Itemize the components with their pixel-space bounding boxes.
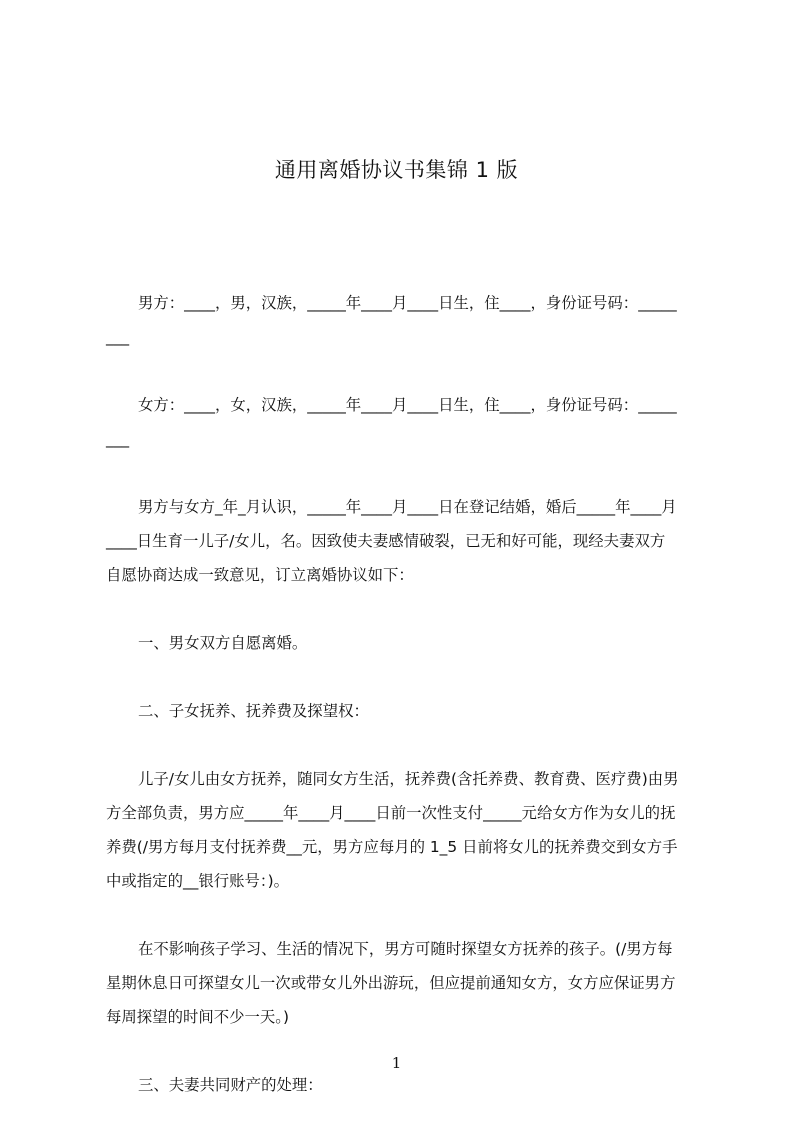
party-male-paragraph [106, 286, 706, 354]
visitation-line-2: 星期休息日可探望女儿一次或带女儿外出游玩，但应提前通知女方，女方应保证男方 [106, 974, 676, 992]
party-female-paragraph [106, 388, 706, 456]
section-two-heading [106, 694, 706, 728]
paragraph-gap [106, 728, 706, 762]
paragraph-gap [106, 592, 706, 626]
paragraph-gap [106, 354, 706, 388]
party-male-line-2: ___ [106, 328, 130, 346]
visitation-line-3: 每周探望的时间不少一天。) [106, 1008, 289, 1026]
intro-line-2: ____日生育一儿子/女儿，名。因致使夫妻感情破裂，已无和好可能，现经夫妻双方 [106, 532, 666, 550]
paragraph-gap [106, 456, 706, 490]
page-number: 1 [391, 1054, 402, 1072]
section-one-heading-text: 一、男女双方自愿离婚。 [138, 634, 308, 652]
document-title: 通用离婚协议书集锦 1 版 [274, 158, 519, 183]
section-two-heading-text: 二、子女抚养、抚养费及探望权： [138, 702, 369, 720]
custody-paragraph [106, 762, 706, 898]
visitation-paragraph [106, 932, 706, 1034]
party-female-line-2: ___ [106, 430, 130, 448]
custody-line-1: 儿子/女儿由女方抚养，随同女方生活，抚养费(含托养费、教育费、医疗费)由男 [138, 770, 679, 788]
party-female-line-1: 女方：____，女，汉族，_____年____月____日生，住____，身份证号码：_____ [138, 396, 677, 414]
paragraph-gap [106, 660, 706, 694]
intro-paragraph [106, 490, 706, 592]
party-male-line-1: 男方：____，男，汉族，_____年____月____日生，住____，身份证号码：_____ [138, 294, 677, 312]
custody-line-3: 养费(/男方每月支付抚养费__元，男方应每月的 1_5 日前将女儿的抚养费交到女方手 [106, 838, 678, 856]
section-three-heading-text: 三、夫妻共同财产的处理： [138, 1076, 323, 1094]
custody-line-4: 中或指定的__银行账号：)。 [106, 872, 289, 890]
custody-line-2: 方全部负责，男方应_____年____月____日前一次性支付_____元给女方作为女儿的抚 [106, 804, 676, 822]
document-body [106, 286, 706, 1102]
section-one-heading [106, 626, 706, 660]
intro-line-1: 男方与女方_年_月认识，_____年____月____日在登记结婚，婚后_____年____月 [138, 498, 677, 516]
visitation-line-1: 在不影响孩子学习、生活的情况下，男方可随时探望女方抚养的孩子。(/男方每 [138, 940, 673, 958]
intro-line-3: 自愿协商达成一致意见，订立离婚协议如下： [106, 566, 414, 584]
section-three-heading [106, 1068, 706, 1102]
paragraph-gap [106, 898, 706, 932]
